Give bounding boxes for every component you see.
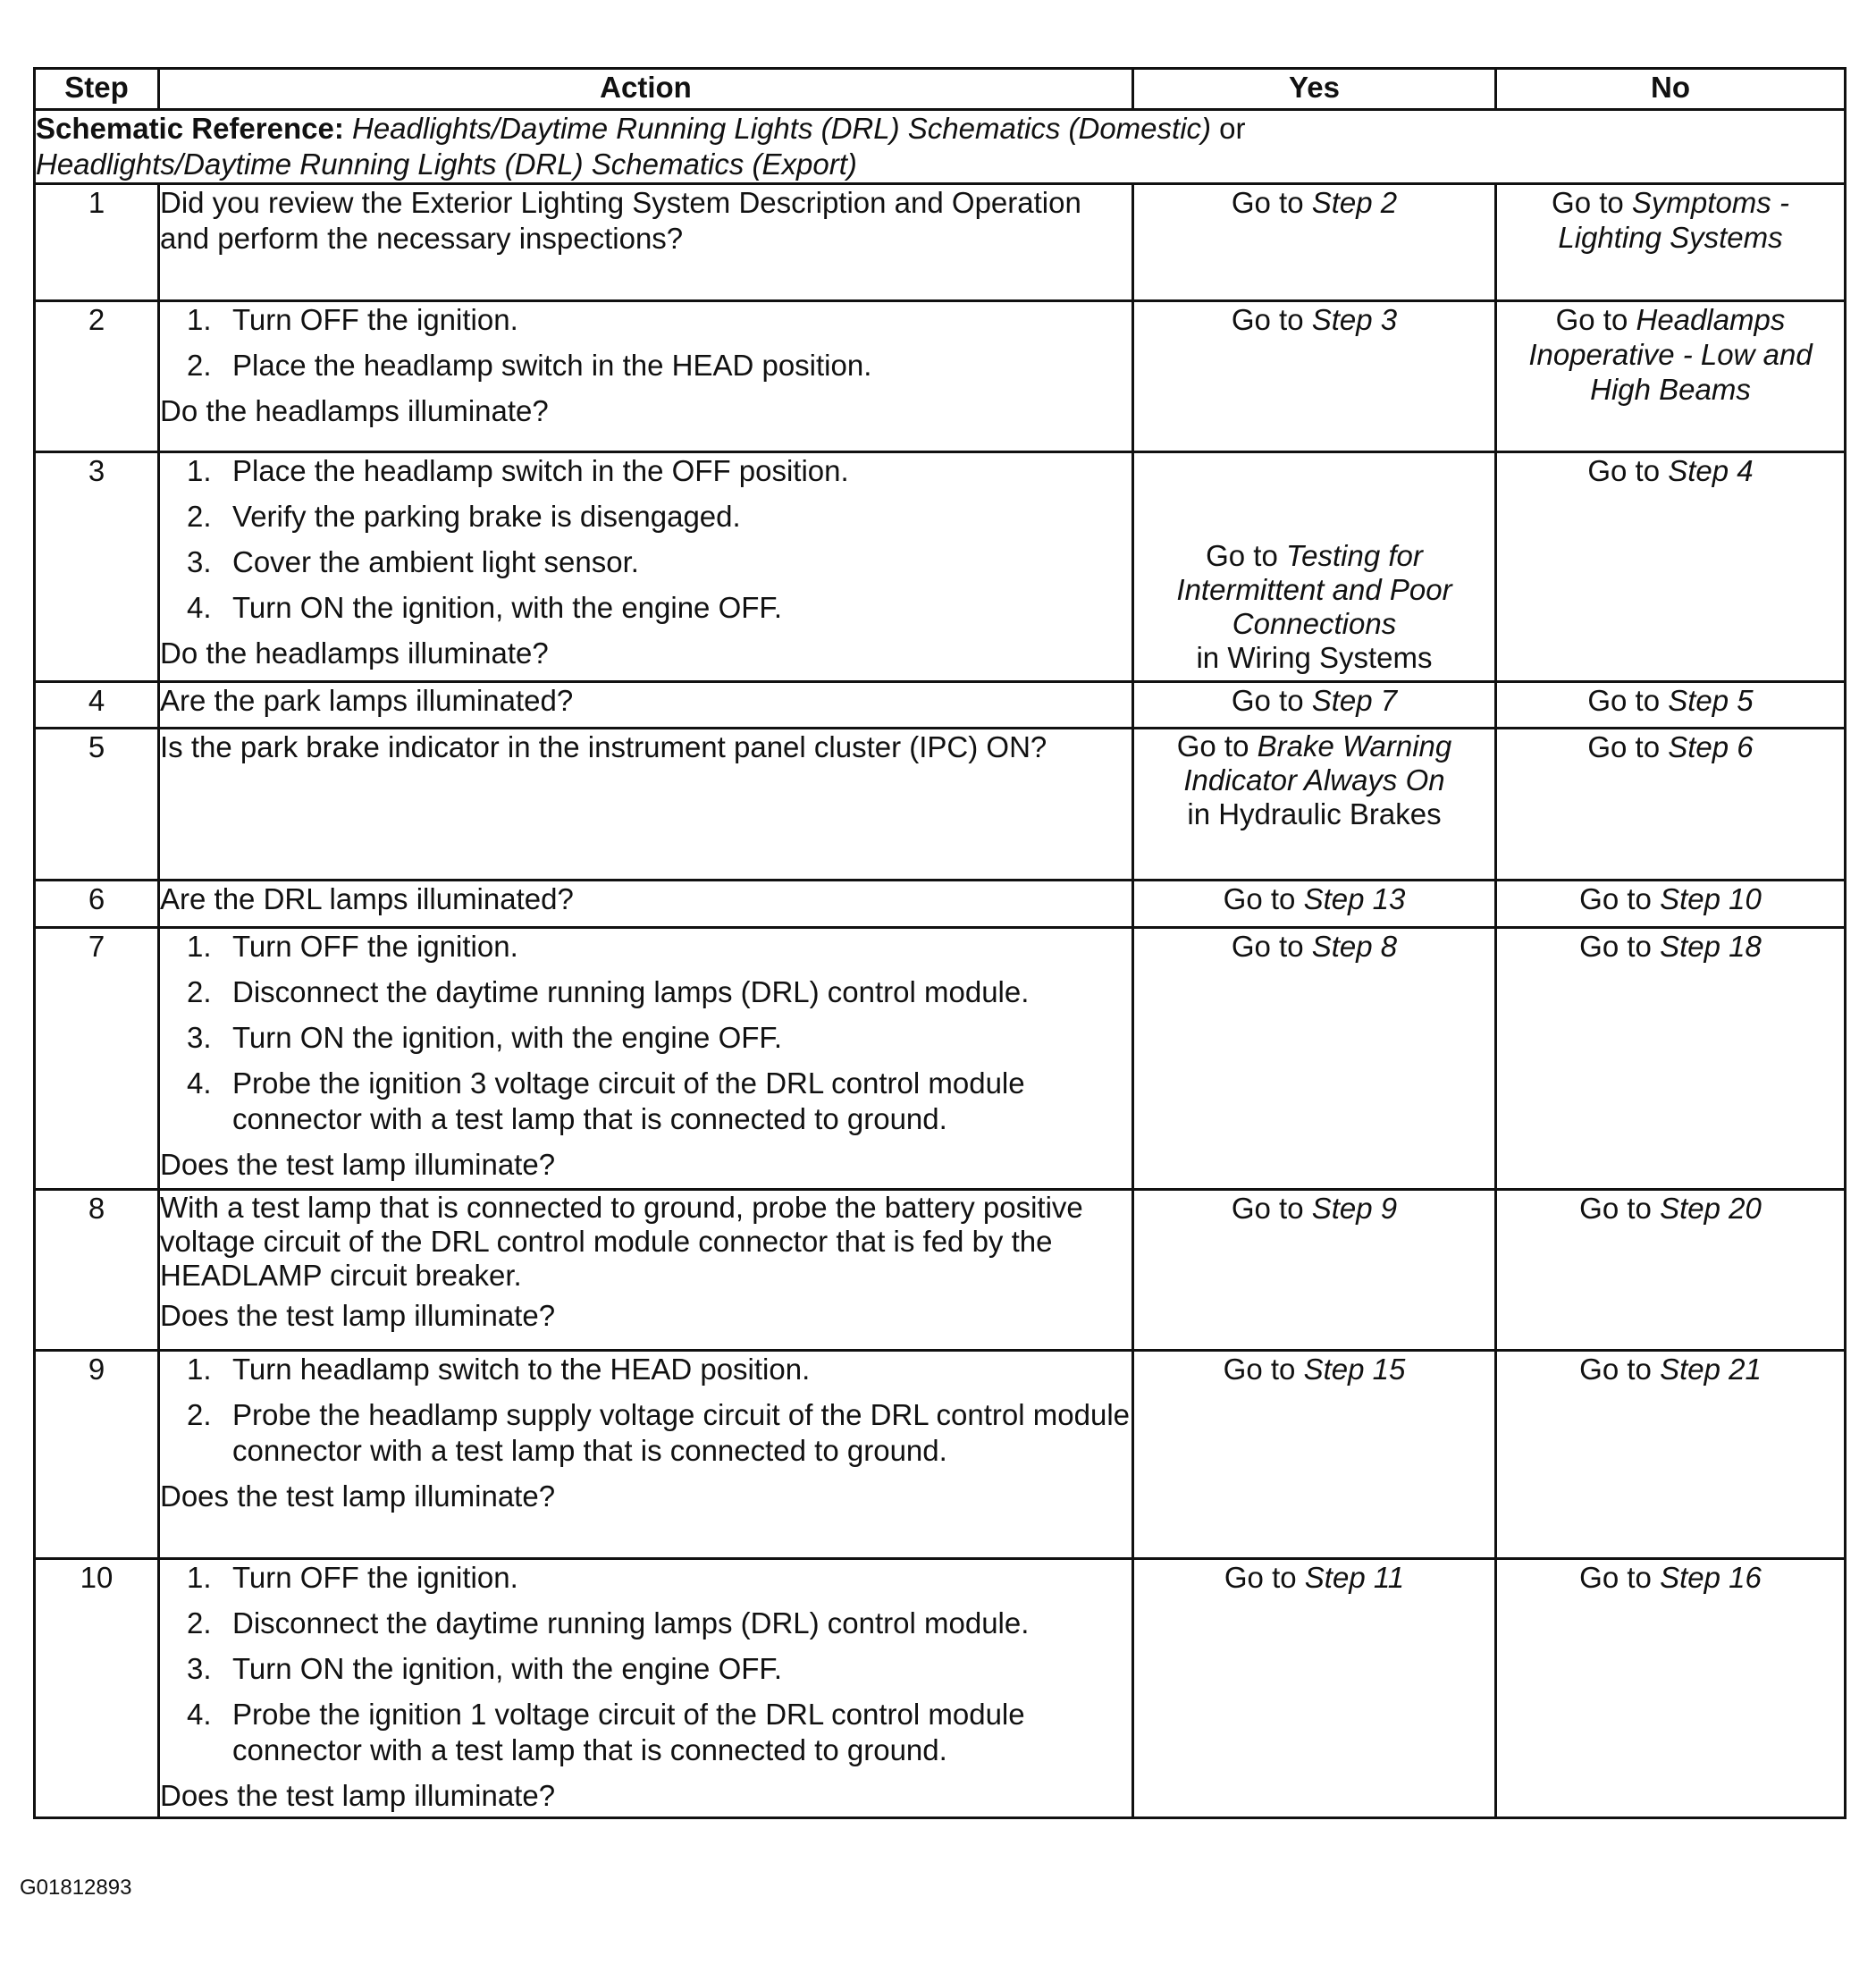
- action-cell: [159, 682, 1133, 729]
- yes-prefix: Go to: [1223, 882, 1304, 915]
- step-item-number: 1.: [187, 1353, 212, 1386]
- yes-cell: [1133, 1559, 1496, 1818]
- yes-result: [1134, 185, 1494, 221]
- yes-prefix: Go to: [1231, 1192, 1312, 1225]
- action-step-item: [160, 453, 1131, 489]
- no-result: [1497, 729, 1844, 765]
- step-item-text: Turn ON the ignition, with the engine OFF.: [232, 1652, 783, 1685]
- figure-id: G01812893: [20, 1875, 132, 1900]
- action-step-item: [160, 1020, 1131, 1056]
- step-item-number: 1.: [187, 1561, 212, 1594]
- step-item-number: 1.: [187, 930, 212, 963]
- step-number: 10: [35, 1559, 159, 1818]
- table-row: [35, 729, 1846, 881]
- yes-link[interactable]: Step 7: [1311, 684, 1398, 717]
- step-number: 3: [35, 452, 159, 682]
- yes-suffix: in Wiring Systems: [1196, 641, 1433, 674]
- no-cell: [1496, 729, 1846, 881]
- action-step-item: [160, 1606, 1131, 1641]
- no-prefix: Go to: [1579, 1561, 1661, 1594]
- yes-cell: [1133, 452, 1496, 682]
- table-row: [35, 1559, 1846, 1818]
- no-cell: [1496, 682, 1846, 729]
- action-steps: [160, 1560, 1131, 1768]
- action-cell: [159, 1190, 1133, 1351]
- yes-link[interactable]: Step 15: [1303, 1353, 1406, 1386]
- action-question: Did you review the Exterior Lighting System Description and Operation and perform the necessary inspections?: [160, 186, 1081, 255]
- step-item-number: 4.: [187, 591, 212, 624]
- step-item-number: 2.: [187, 500, 212, 533]
- no-cell: [1496, 184, 1846, 301]
- action-step-item: [160, 1397, 1131, 1469]
- yes-cell: [1133, 729, 1496, 881]
- action-steps: [160, 453, 1131, 626]
- action-cell: [159, 729, 1133, 881]
- step-item-text: Probe the headlamp supply voltage circuit of the DRL control module connector with a test lamp that is connected to ground.: [232, 1398, 1131, 1467]
- action-question: Does the test lamp illuminate?: [160, 1779, 556, 1812]
- action-question: Do the headlamps illuminate?: [160, 394, 549, 427]
- table-row: [35, 928, 1846, 1190]
- action-cell: [159, 1351, 1133, 1559]
- yes-prefix: Go to: [1231, 930, 1312, 963]
- yes-link[interactable]: Step 11: [1304, 1561, 1405, 1594]
- no-result: [1497, 929, 1844, 965]
- header-row: [35, 69, 1846, 110]
- step-item-text: Place the headlamp switch in the HEAD position.: [232, 349, 872, 382]
- no-link[interactable]: Step 21: [1660, 1353, 1762, 1386]
- step-item-number: 1.: [187, 303, 212, 336]
- no-result: [1497, 683, 1844, 719]
- table-row: [35, 682, 1846, 729]
- table-row: [35, 881, 1846, 928]
- yes-result: [1134, 1191, 1494, 1226]
- yes-cell: [1133, 881, 1496, 928]
- action-question: Does the test lamp illuminate?: [160, 1148, 556, 1181]
- yes-result: [1134, 302, 1494, 338]
- step-item-text: Disconnect the daytime running lamps (DRL) control module.: [232, 975, 1030, 1008]
- header-step: Step: [35, 69, 159, 110]
- no-prefix: Go to: [1579, 1353, 1661, 1386]
- action-question: Do the headlamps illuminate?: [160, 636, 549, 670]
- table-row: [35, 1190, 1846, 1351]
- action-cell: [159, 928, 1133, 1190]
- action-question: Are the park lamps illuminated?: [160, 684, 574, 717]
- reference-or: or: [1211, 112, 1246, 145]
- no-prefix: Go to: [1555, 303, 1636, 336]
- step-number: 5: [35, 729, 159, 881]
- action-step-item: [160, 302, 1131, 338]
- no-cell: [1496, 881, 1846, 928]
- yes-cell: [1133, 1190, 1496, 1351]
- yes-prefix: Go to: [1224, 1561, 1305, 1594]
- action-question: Are the DRL lamps illuminated?: [160, 882, 574, 915]
- action-step-item: [160, 1697, 1131, 1768]
- no-link[interactable]: Step 18: [1660, 930, 1762, 963]
- yes-link[interactable]: Step 8: [1311, 930, 1398, 963]
- action-steps: [160, 1352, 1131, 1469]
- step-item-number: 2.: [187, 1398, 212, 1431]
- yes-cell: [1133, 301, 1496, 452]
- step-number: 2: [35, 301, 159, 452]
- step-item-text: Turn ON the ignition, with the engine OFF.: [232, 591, 783, 624]
- action-step-item: [160, 348, 1131, 384]
- step-item-text: Turn OFF the ignition.: [232, 303, 518, 336]
- step-item-text: Probe the ignition 3 voltage circuit of the DRL control module connector with a test lamp that is connected to ground.: [232, 1066, 1025, 1135]
- step-number: 7: [35, 928, 159, 1190]
- no-prefix: Go to: [1579, 1192, 1661, 1225]
- action-cell: [159, 184, 1133, 301]
- schematic-reference: [35, 110, 1846, 184]
- step-item-text: Turn ON the ignition, with the engine OFF.: [232, 1021, 783, 1054]
- action-steps: [160, 302, 1131, 384]
- step-number: 8: [35, 1190, 159, 1351]
- action-text: With a test lamp that is connected to ground, probe the battery positive voltage circuit of the DRL control module connector that is fed by the HEADLAMP circuit breaker.: [160, 1191, 1083, 1292]
- yes-suffix: in Hydraulic Brakes: [1187, 797, 1442, 830]
- no-prefix: Go to: [1552, 186, 1632, 219]
- no-result: [1497, 1352, 1844, 1387]
- diagnostic-table: [33, 67, 1847, 1819]
- header-yes: Yes: [1133, 69, 1496, 110]
- no-link[interactable]: Step 16: [1660, 1561, 1762, 1594]
- action-step-item: [160, 974, 1131, 1010]
- yes-link[interactable]: Brake Warning Indicator Always On: [1183, 729, 1452, 797]
- step-item-number: 4.: [187, 1066, 212, 1100]
- no-link[interactable]: Step 20: [1660, 1192, 1762, 1225]
- step-item-text: Turn OFF the ignition.: [232, 1561, 518, 1594]
- no-cell: [1496, 1351, 1846, 1559]
- no-result: [1497, 881, 1844, 917]
- yes-prefix: Go to: [1223, 1353, 1304, 1386]
- step-item-number: 3.: [187, 1652, 212, 1685]
- yes-prefix: Go to: [1176, 729, 1258, 763]
- header-no: No: [1496, 69, 1846, 110]
- yes-result: [1134, 1352, 1494, 1387]
- no-prefix: Go to: [1587, 730, 1669, 763]
- yes-link[interactable]: Step 2: [1311, 186, 1398, 219]
- no-link[interactable]: Step 6: [1668, 730, 1754, 763]
- no-prefix: Go to: [1579, 882, 1661, 915]
- no-result: [1497, 185, 1844, 255]
- yes-result: [1134, 1560, 1494, 1596]
- yes-prefix: Go to: [1231, 684, 1312, 717]
- action-step-item: [160, 1560, 1131, 1596]
- action-cell: [159, 452, 1133, 682]
- no-link[interactable]: Symptoms - Lighting Systems: [1558, 186, 1789, 254]
- no-result: [1497, 302, 1844, 407]
- step-item-number: 2.: [187, 1606, 212, 1639]
- step-item-text: Place the headlamp switch in the OFF position.: [232, 454, 849, 487]
- step-item-number: 4.: [187, 1698, 212, 1731]
- reference-link-domestic[interactable]: Headlights/Daytime Running Lights (DRL) Schematics (Domestic): [352, 112, 1212, 145]
- step-item-number: 3.: [187, 1021, 212, 1054]
- action-step-item: [160, 929, 1131, 965]
- no-result: [1497, 1560, 1844, 1596]
- yes-prefix: Go to: [1231, 303, 1312, 336]
- no-prefix: Go to: [1587, 684, 1669, 717]
- table-row: [35, 184, 1846, 301]
- step-item-number: 3.: [187, 545, 212, 578]
- no-prefix: Go to: [1579, 930, 1661, 963]
- step-item-text: Probe the ignition 1 voltage circuit of the DRL control module connector with a test lamp that is connected to ground.: [232, 1698, 1025, 1766]
- action-cell: [159, 301, 1133, 452]
- no-link[interactable]: Headlamps Inoperative - Low and High Beams: [1528, 303, 1813, 406]
- step-item-text: Cover the ambient light sensor.: [232, 545, 639, 578]
- no-cell: [1496, 452, 1846, 682]
- action-cell: [159, 1559, 1133, 1818]
- step-item-text: Verify the parking brake is disengaged.: [232, 500, 741, 533]
- no-cell: [1496, 928, 1846, 1190]
- step-item-number: 2.: [187, 349, 212, 382]
- yes-cell: [1133, 1351, 1496, 1559]
- action-step-item: [160, 544, 1131, 580]
- table-row: [35, 1351, 1846, 1559]
- header-action: Action: [159, 69, 1133, 110]
- yes-cell: [1133, 184, 1496, 301]
- table-row: [35, 301, 1846, 452]
- action-step-item: [160, 1651, 1131, 1687]
- no-link[interactable]: Step 4: [1668, 454, 1754, 487]
- step-item-number: 1.: [187, 454, 212, 487]
- no-cell: [1496, 301, 1846, 452]
- reference-label: Schematic Reference:: [36, 112, 344, 145]
- step-number: 9: [35, 1351, 159, 1559]
- yes-link[interactable]: Step 3: [1311, 303, 1398, 336]
- yes-cell: [1133, 682, 1496, 729]
- reference-link-export[interactable]: Headlights/Daytime Running Lights (DRL) Schematics (Export): [36, 148, 857, 181]
- no-result: [1497, 1191, 1844, 1226]
- yes-result: [1134, 881, 1494, 917]
- no-prefix: Go to: [1587, 454, 1669, 487]
- action-question: Does the test lamp illuminate?: [160, 1479, 556, 1513]
- action-step-item: [160, 1352, 1131, 1387]
- action-step-item: [160, 590, 1131, 626]
- yes-prefix: Go to: [1206, 539, 1286, 572]
- no-cell: [1496, 1190, 1846, 1351]
- yes-result: [1134, 539, 1494, 675]
- action-question: Does the test lamp illuminate?: [160, 1299, 556, 1332]
- yes-cell: [1133, 928, 1496, 1190]
- action-step-item: [160, 499, 1131, 535]
- yes-result: [1134, 729, 1494, 831]
- no-link[interactable]: Step 10: [1660, 882, 1762, 915]
- yes-link[interactable]: Step 13: [1303, 882, 1406, 915]
- table-row: [35, 452, 1846, 682]
- yes-link[interactable]: Step 9: [1311, 1192, 1398, 1225]
- schematic-reference-row: [35, 110, 1846, 184]
- action-step-item: [160, 1066, 1131, 1137]
- no-result: [1497, 453, 1844, 489]
- action-cell: [159, 881, 1133, 928]
- step-item-text: Turn OFF the ignition.: [232, 930, 518, 963]
- step-item-number: 2.: [187, 975, 212, 1008]
- step-item-text: Turn headlamp switch to the HEAD position.: [232, 1353, 811, 1386]
- no-cell: [1496, 1559, 1846, 1818]
- step-number: 4: [35, 682, 159, 729]
- action-steps: [160, 929, 1131, 1137]
- yes-result: [1134, 929, 1494, 965]
- step-item-text: Disconnect the daytime running lamps (DRL) control module.: [232, 1606, 1030, 1639]
- action-question: Is the park brake indicator in the instrument panel cluster (IPC) ON?: [160, 730, 1047, 763]
- yes-link[interactable]: Testing for Intermittent and Poor Connections: [1176, 539, 1452, 640]
- step-number: 1: [35, 184, 159, 301]
- yes-result: [1134, 683, 1494, 719]
- yes-prefix: Go to: [1231, 186, 1312, 219]
- no-link[interactable]: Step 5: [1668, 684, 1754, 717]
- step-number: 6: [35, 881, 159, 928]
